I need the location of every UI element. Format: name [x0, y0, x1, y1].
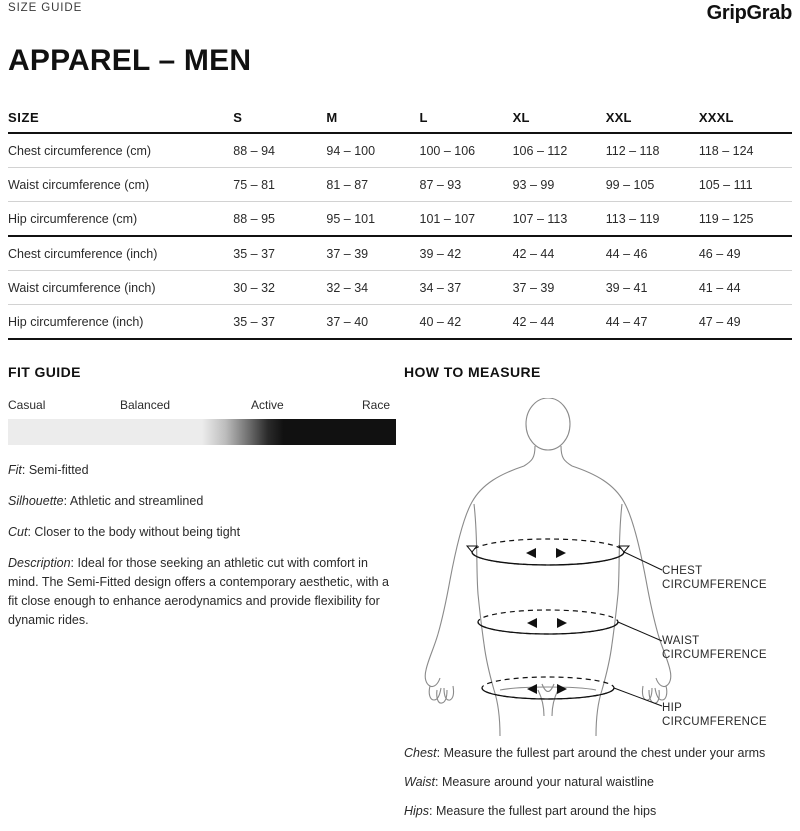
measure-note-hips: Hips: Measure the fullest part around the hips [404, 804, 657, 818]
row-cell: 37 – 39 [326, 236, 419, 271]
fit-scale-bar [8, 419, 396, 445]
table-row [8, 202, 792, 237]
row-cell: 35 – 37 [233, 236, 326, 271]
row-cell: 88 – 94 [233, 133, 326, 168]
measurement-figure [404, 398, 792, 738]
column-header-xxxl: XXXL [699, 100, 792, 133]
row-cell: 106 – 112 [513, 133, 606, 168]
row-cell: 88 – 95 [233, 202, 326, 237]
table-row [8, 168, 792, 202]
row-cell: 34 – 37 [420, 271, 513, 305]
fit-details [8, 461, 398, 630]
row-cell: 32 – 34 [326, 271, 419, 305]
measure-note-hips-text: Measure the fullest part around the hips [435, 804, 657, 818]
column-header-size: SIZE [8, 100, 233, 133]
figure-label-hip-line2: CIRCUMFERENCE [662, 716, 767, 728]
row-cell: 30 – 32 [233, 271, 326, 305]
chest-measure-line [467, 539, 662, 570]
row-cell: 41 – 44 [699, 271, 792, 305]
row-cell: 105 – 111 [699, 168, 792, 202]
scale-label-race: Race [361, 398, 390, 412]
measure-note-waist-label: Waist [404, 775, 436, 789]
fit-label: Fit [8, 463, 22, 477]
fit-scale-labels [8, 398, 398, 413]
table-row [8, 271, 792, 305]
table-row [8, 236, 792, 271]
row-cell: 37 – 40 [326, 305, 419, 340]
description-label: Description [8, 556, 71, 570]
page-title: APPAREL – MEN [8, 44, 252, 77]
size-table-header-row [8, 100, 792, 133]
row-label: Hip circumference (inch) [8, 305, 233, 340]
row-label: Chest circumference (inch) [8, 236, 233, 271]
scale-label-casual: Casual [8, 398, 46, 412]
row-label: Chest circumference (cm) [8, 133, 233, 168]
figure-label-chest-line1: CHEST [662, 565, 703, 577]
row-cell: 42 – 44 [513, 236, 606, 271]
row-cell: 35 – 37 [233, 305, 326, 340]
waist-measure-line [478, 610, 662, 641]
row-cell: 100 – 106 [420, 133, 513, 168]
table-row [8, 305, 792, 340]
measure-note-chest-label: Chest [404, 746, 437, 760]
row-cell: 42 – 44 [513, 305, 606, 340]
column-header-m: M [326, 100, 419, 133]
figure-label-waist-line2: CIRCUMFERENCE [662, 649, 767, 661]
row-cell: 75 – 81 [233, 168, 326, 202]
figure-label-hip [662, 701, 767, 729]
figure-label-chest-line2: CIRCUMFERENCE [662, 579, 767, 591]
description-value: Ideal for those seeking an athletic cut with comfort in mind. The Semi-Fitted design offers a contemporary aesthetic, with a fit close enough to enhance aerodynamics and provide flexibility for dynamic rides. [8, 556, 389, 627]
row-label: Waist circumference (cm) [8, 168, 233, 202]
column-header-xxl: XXL [606, 100, 699, 133]
row-cell: 81 – 87 [326, 168, 419, 202]
silhouette-label: Silhouette [8, 494, 64, 508]
column-header-l: L [420, 100, 513, 133]
row-cell: 99 – 105 [606, 168, 699, 202]
row-cell: 107 – 113 [513, 202, 606, 237]
row-cell: 44 – 46 [606, 236, 699, 271]
row-cell: 37 – 39 [513, 271, 606, 305]
row-cell: 94 – 100 [326, 133, 419, 168]
figure-label-waist [662, 634, 767, 662]
measure-note-waist-text: Measure around your natural waistline [441, 775, 654, 789]
measure-note-chest: Chest: Measure the fullest part around the chest under your arms [404, 746, 766, 760]
figure-label-waist-line1: WAIST [662, 635, 700, 647]
scale-label-active: Active [251, 398, 284, 412]
size-table [8, 100, 792, 340]
cut-label: Cut [8, 525, 28, 539]
how-to-measure-section [398, 364, 792, 831]
description-line: Description: Ideal for those seeking an athletic cut with comfort in mind. The Semi-Fitted design offers a contemporary aesthetic, with a fit close enough to enhance aerodynamics and provide flexibility for dynamic rides. [8, 556, 389, 627]
scale-label-balanced: Balanced [120, 398, 171, 412]
row-cell: 112 – 118 [606, 133, 699, 168]
fit-value: Semi-fitted [28, 463, 89, 477]
measure-note-hips-label: Hips [404, 804, 430, 818]
brand-logo: GripGrab [706, 2, 792, 24]
figure-label-chest [662, 564, 767, 592]
measure-note-chest-text: Measure the fullest part around the chest under your arms [443, 746, 766, 760]
fit-guide-title: FIT GUIDE [8, 364, 81, 380]
row-cell: 46 – 49 [699, 236, 792, 271]
page-header [8, 0, 792, 32]
column-header-s: S [233, 100, 326, 133]
column-header-xl: XL [513, 100, 606, 133]
measure-notes [404, 744, 792, 820]
row-label: Waist circumference (inch) [8, 271, 233, 305]
row-label: Hip circumference (cm) [8, 202, 233, 237]
row-cell: 95 – 101 [326, 202, 419, 237]
figure-label-hip-line1: HIP [662, 702, 683, 714]
fit-line: Fit: Semi-fitted [8, 463, 89, 477]
how-to-measure-title: HOW TO MEASURE [404, 364, 541, 380]
silhouette-value: Athletic and streamlined [69, 494, 204, 508]
hip-measure-line [482, 677, 662, 706]
silhouette-line: Silhouette: Athletic and streamlined [8, 494, 204, 508]
fit-guide-section [8, 364, 398, 831]
row-cell: 47 – 49 [699, 305, 792, 340]
row-cell: 101 – 107 [420, 202, 513, 237]
cut-line: Cut: Closer to the body without being tight [8, 525, 241, 539]
measure-note-waist: Waist: Measure around your natural waistline [404, 775, 654, 789]
page-kicker: SIZE GUIDE [8, 2, 83, 14]
row-cell: 40 – 42 [420, 305, 513, 340]
row-cell: 119 – 125 [699, 202, 792, 237]
row-cell: 113 – 119 [606, 202, 699, 237]
row-cell: 39 – 42 [420, 236, 513, 271]
lower-sections [8, 364, 792, 831]
row-cell: 39 – 41 [606, 271, 699, 305]
table-row [8, 133, 792, 168]
row-cell: 87 – 93 [420, 168, 513, 202]
cut-value: Closer to the body without being tight [34, 525, 241, 539]
row-cell: 118 – 124 [699, 133, 792, 168]
row-cell: 93 – 99 [513, 168, 606, 202]
row-cell: 44 – 47 [606, 305, 699, 340]
